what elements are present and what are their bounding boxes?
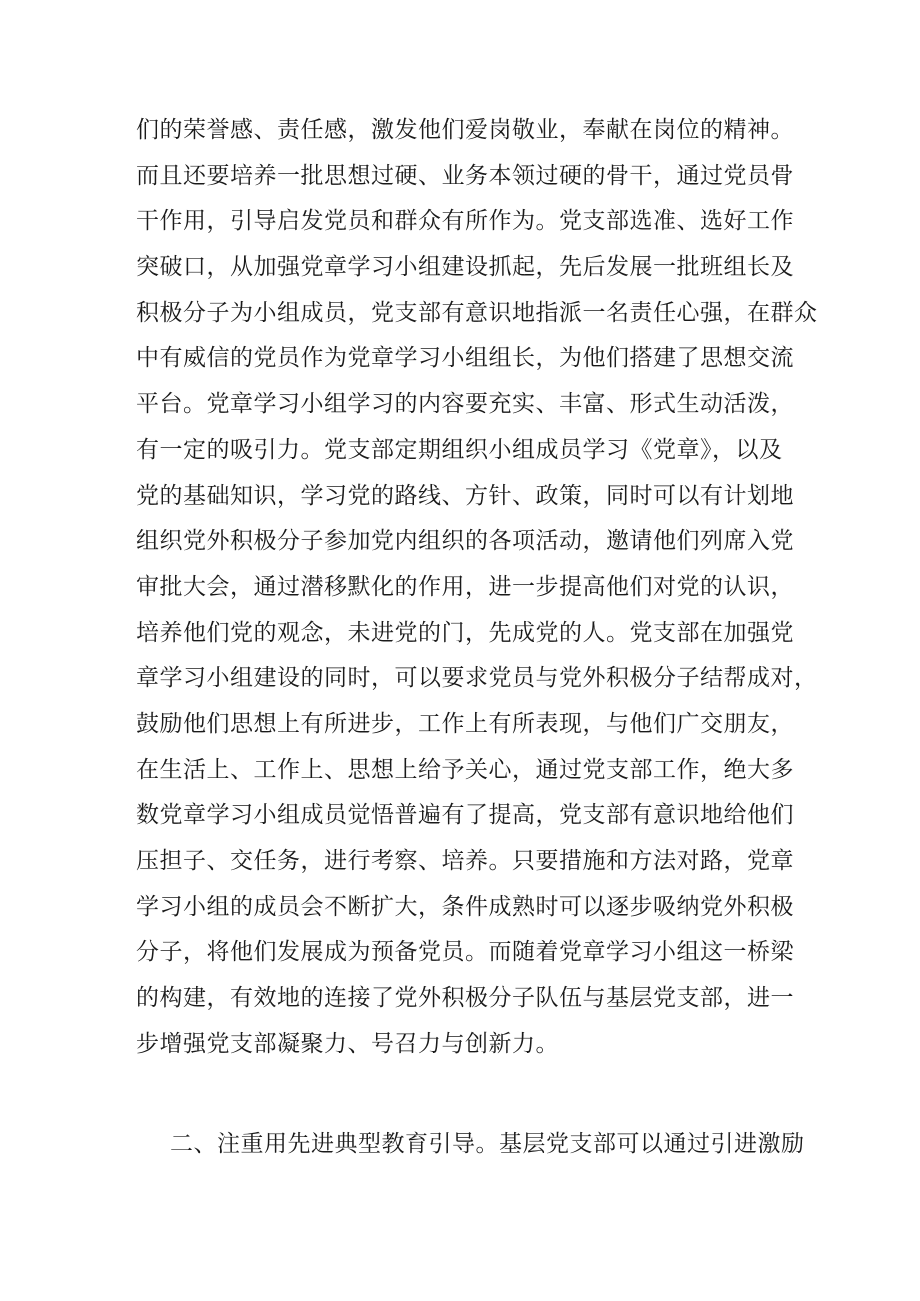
text-line: 压担子、交任务，进行考察、培养。只要措施和方法对路，党章 [136,848,794,874]
text-line: 学习小组的成员会不断扩大，条件成熟时可以逐步吸纳党外积极 [136,893,794,920]
text-line: 有一定的吸引力。党支部定期组织小组成员学习《党章》，以及 [136,436,783,463]
text-line: 组织党外积极分子参加党内组织的各项活动，邀请他们列席入党 [136,528,794,555]
text-line: 积极分子为小组成员，党支部有意识地指派一名责任心强，在群众 [136,299,818,326]
text-line: 的构建，有效地的连接了党外积极分子队伍与基层党支部，进一 [136,985,794,1012]
text-line: 步增强党支部凝聚力、号召力与创新力。 [136,1030,559,1057]
text-line: 中有威信的党员作为党章学习小组组长，为他们搭建了思想交流 [136,345,794,372]
paragraph-body [136,108,818,1067]
text-line: 平台。党章学习小组学习的内容要充实、丰富、形式生动活泼， [136,391,794,418]
text-line: 在生活上、工作上、思想上给予关心，通过党支部工作，绝大多 [136,756,794,783]
text-line: 审批大会，通过潜移默化的作用，进一步提高他们对党的认识， [136,573,794,600]
text-line: 鼓励他们思想上有所进步，工作上有所表现，与他们广交朋友， [136,710,794,737]
text-line: 分子，将他们发展成为预备党员。而随着党章学习小组这一桥梁 [136,939,794,966]
text-line: 培养他们党的观念，未进党的门，先成党的人。党支部在加强党 [136,619,794,646]
section-heading-paragraph [136,1122,806,1168]
text-line: 突破口，从加强党章学习小组建设抓起，先后发展一批班组长及 [136,254,794,281]
text-line: 党的基础知识，学习党的路线、方针、政策，同时可以有计划地 [136,482,794,509]
text-line: 二、注重用先进典型教育引导。基层党支部可以通过引进激励 [170,1131,805,1157]
text-line: 章学习小组建设的同时，可以要求党员与党外积极分子结帮成对， [136,665,818,692]
text-line: 们的荣誉感、责任感，激发他们爱岗敬业，奉献在岗位的精神。 [136,117,794,143]
text-line: 数党章学习小组成员觉悟普遍有了提高，党支部有意识地给他们 [136,802,794,829]
text-line: 干作用，引导启发党员和群众有所作为。党支部选准、选好工作 [136,208,794,235]
text-line: 而且还要培养一批思想过硬、业务本领过硬的骨干，通过党员骨 [136,162,794,189]
